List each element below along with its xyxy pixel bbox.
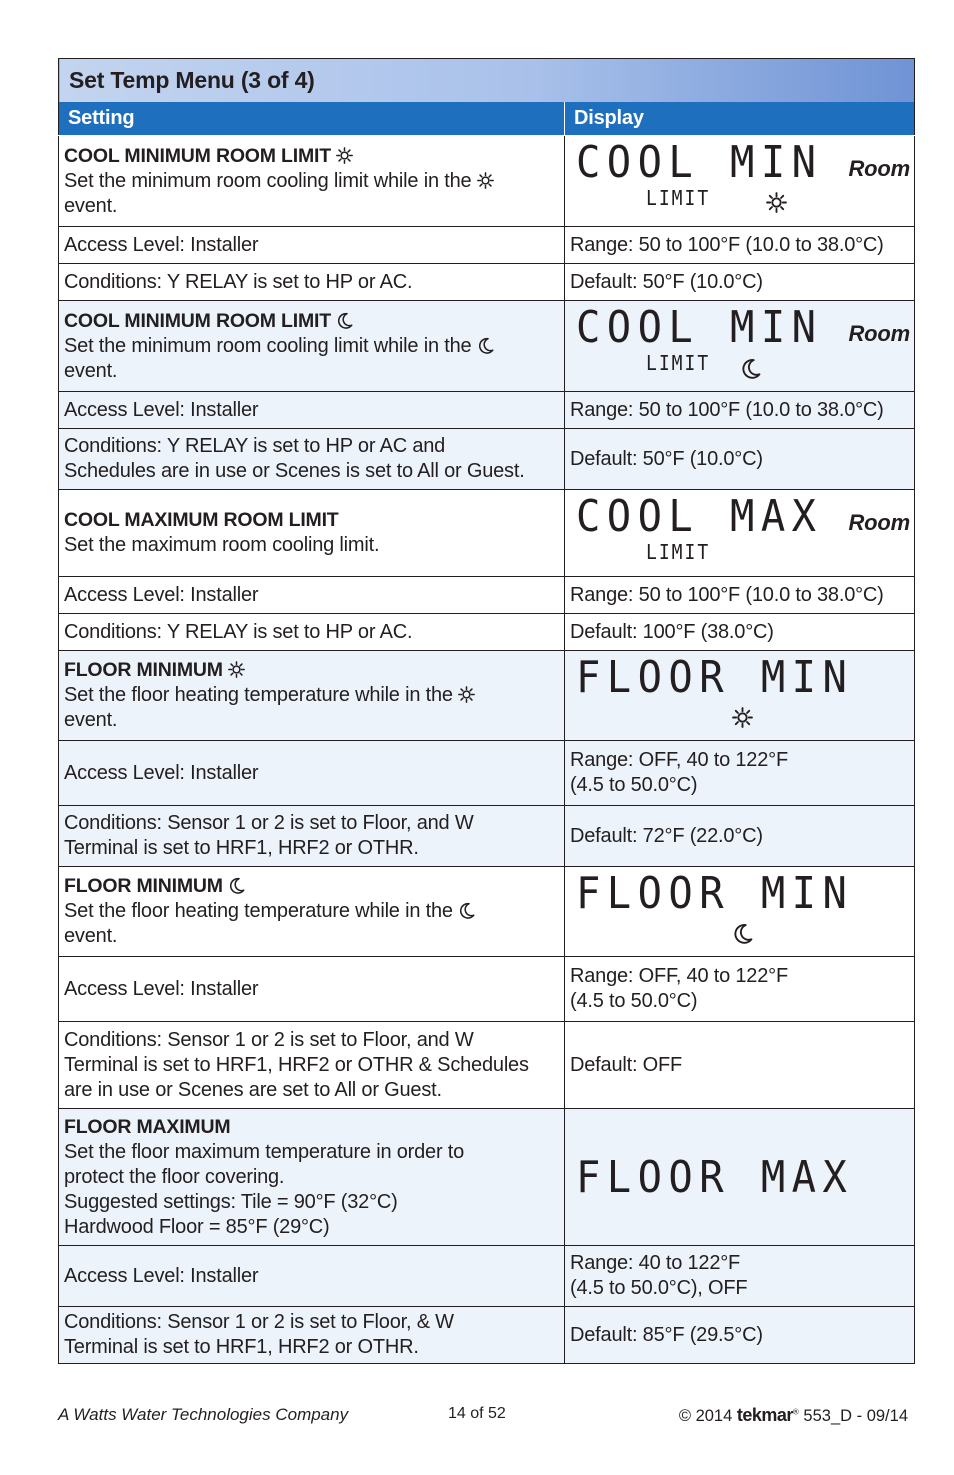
setting-cell [59,490,565,577]
setting-description: Set the floor heating temperature while in the [64,900,453,922]
conditions: Conditions: Y RELAY is set to HP or AC. [59,264,565,301]
lcd-sub-text: LIMIT [646,186,711,211]
conditions-line: Terminal is set to HRF1, HRF2 or OTHR. [64,837,419,859]
sun-icon [477,172,494,189]
sun-icon [336,147,353,164]
setting-title: FLOOR MAXIMUM [64,1115,231,1138]
setting-cell [59,1109,565,1246]
setting-description: Set the floor heating temperature while in the [64,684,453,706]
table-title: Set Temp Menu (3 of 4) [59,59,915,103]
page-number: 14 of 52 [448,1405,506,1422]
display-cell [565,301,915,392]
moon-icon [740,358,761,379]
sun-icon [458,686,475,703]
set-temp-menu-table [58,58,915,1364]
lcd-main-text: FLOOR MIN [576,652,854,703]
conditions-line: Terminal is set to HRF1, HRF2 or OTHR. [64,1336,419,1358]
range [565,1246,915,1307]
setting-description: Set the minimum room cooling limit while in the [64,169,472,192]
default-value: Default: 100°F (38.0°C) [565,614,915,651]
range: Range: 50 to 100°F (10.0 to 38.0°C) [565,392,915,429]
range [565,741,915,806]
range-line: Range: 40 to 122°F [570,1252,741,1274]
moon-icon [732,923,753,944]
display-cell [565,1109,915,1246]
conditions-line: Conditions: Sensor 1 or 2 is set to Floor, and W [64,812,474,834]
setting-description: Set the floor maximum temperature in order to [64,1140,465,1163]
moon-icon [336,312,353,329]
lcd-main-text: COOL MAX [576,491,823,542]
access-level: Access Level: Installer [59,741,565,806]
setting-description: event. [64,359,118,382]
conditions-line: Terminal is set to HRF1, HRF2 or OTHR & Schedules [64,1053,529,1076]
setting-description: Suggested settings: Tile = 90°F (32°C) [64,1190,398,1213]
access-level: Access Level: Installer [59,392,565,429]
sun-icon [732,707,753,728]
lcd-room-label: Room [848,156,911,181]
access-level: Access Level: Installer [59,1246,565,1307]
conditions [59,1307,565,1364]
sun-icon [228,661,245,678]
setting-description: event. [64,709,118,731]
sun-icon [766,192,787,213]
lcd-main-text: FLOOR MIN [576,868,854,919]
column-header-display: Display [565,102,915,136]
default-value: Default: 72°F (22.0°C) [565,806,915,867]
conditions [59,1022,565,1109]
conditions-line: Conditions: Sensor 1 or 2 is set to Floor, and W [64,1028,474,1051]
access-level: Access Level: Installer [59,577,565,614]
range-line: Range: OFF, 40 to 122°F [570,749,788,771]
lcd-main-text: FLOOR MAX [576,1152,854,1203]
setting-title: FLOOR MINIMUM [64,659,223,681]
display-cell [565,651,915,741]
conditions [59,806,565,867]
range-line: (4.5 to 50.0°C) [570,774,698,796]
lcd-room-label: Room [848,321,911,346]
tekmar-logo: tekmar [736,1405,793,1425]
setting-title: FLOOR MINIMUM [64,875,223,897]
conditions-line: Conditions: Sensor 1 or 2 is set to Floor, & W [64,1311,454,1333]
conditions-line: Conditions: Y RELAY is set to HP or AC and [64,435,446,457]
access-level: Access Level: Installer [59,227,565,264]
conditions-line: are in use or Scenes are set to All or Guest. [64,1078,442,1101]
range-line: (4.5 to 50.0°C) [570,990,698,1012]
default-value: Default: 50°F (10.0°C) [565,429,915,490]
setting-cell [59,651,565,741]
lcd-sub-text: LIMIT [646,540,711,565]
conditions [59,429,565,490]
setting-title: COOL MINIMUM ROOM LIMIT [64,309,331,332]
lcd-main-text: COOL MIN [576,302,823,353]
footer-copyright [679,1405,908,1426]
setting-cell [59,301,565,392]
document-code: 553_D - 09/14 [803,1407,908,1425]
default-value: Default: 85°F (29.5°C) [565,1307,915,1364]
range: Range: 50 to 100°F (10.0 to 38.0°C) [565,577,915,614]
setting-description: Set the maximum room cooling limit. [64,534,380,556]
setting-cell [59,867,565,957]
setting-title: COOL MAXIMUM ROOM LIMIT [64,509,339,531]
footer-company: A Watts Water Technologies Company [58,1405,349,1424]
setting-title: COOL MINIMUM ROOM LIMIT [64,144,331,167]
copyright-text: © 2014 [678,1407,733,1425]
lcd-sub-text: LIMIT [646,351,711,376]
column-header-setting: Setting [59,102,565,136]
setting-description: protect the floor covering. [64,1165,285,1188]
conditions: Conditions: Y RELAY is set to HP or AC. [59,614,565,651]
range-line: (4.5 to 50.0°C), OFF [570,1277,748,1299]
lcd-main-text: COOL MIN [576,137,823,188]
conditions-line: Schedules are in use or Scenes is set to All or Guest. [64,460,525,482]
range [565,957,915,1022]
setting-cell [59,136,565,227]
setting-description: event. [64,194,118,217]
access-level: Access Level: Installer [59,957,565,1022]
setting-description: Hardwood Floor = 85°F (29°C) [64,1215,330,1238]
default-value: Default: 50°F (10.0°C) [565,264,915,301]
lcd-room-label: Room [848,510,911,535]
moon-icon [228,877,245,894]
default-value: Default: OFF [565,1022,915,1109]
display-cell [565,490,915,577]
moon-icon [458,902,475,919]
range: Range: 50 to 100°F (10.0 to 38.0°C) [565,227,915,264]
registered-mark: ® [792,1407,799,1417]
moon-icon [477,337,494,354]
setting-description: Set the minimum room cooling limit while in the [64,334,472,357]
display-cell [565,136,915,227]
range-line: Range: OFF, 40 to 122°F [570,965,788,987]
display-cell [565,867,915,957]
setting-description: event. [64,925,118,947]
